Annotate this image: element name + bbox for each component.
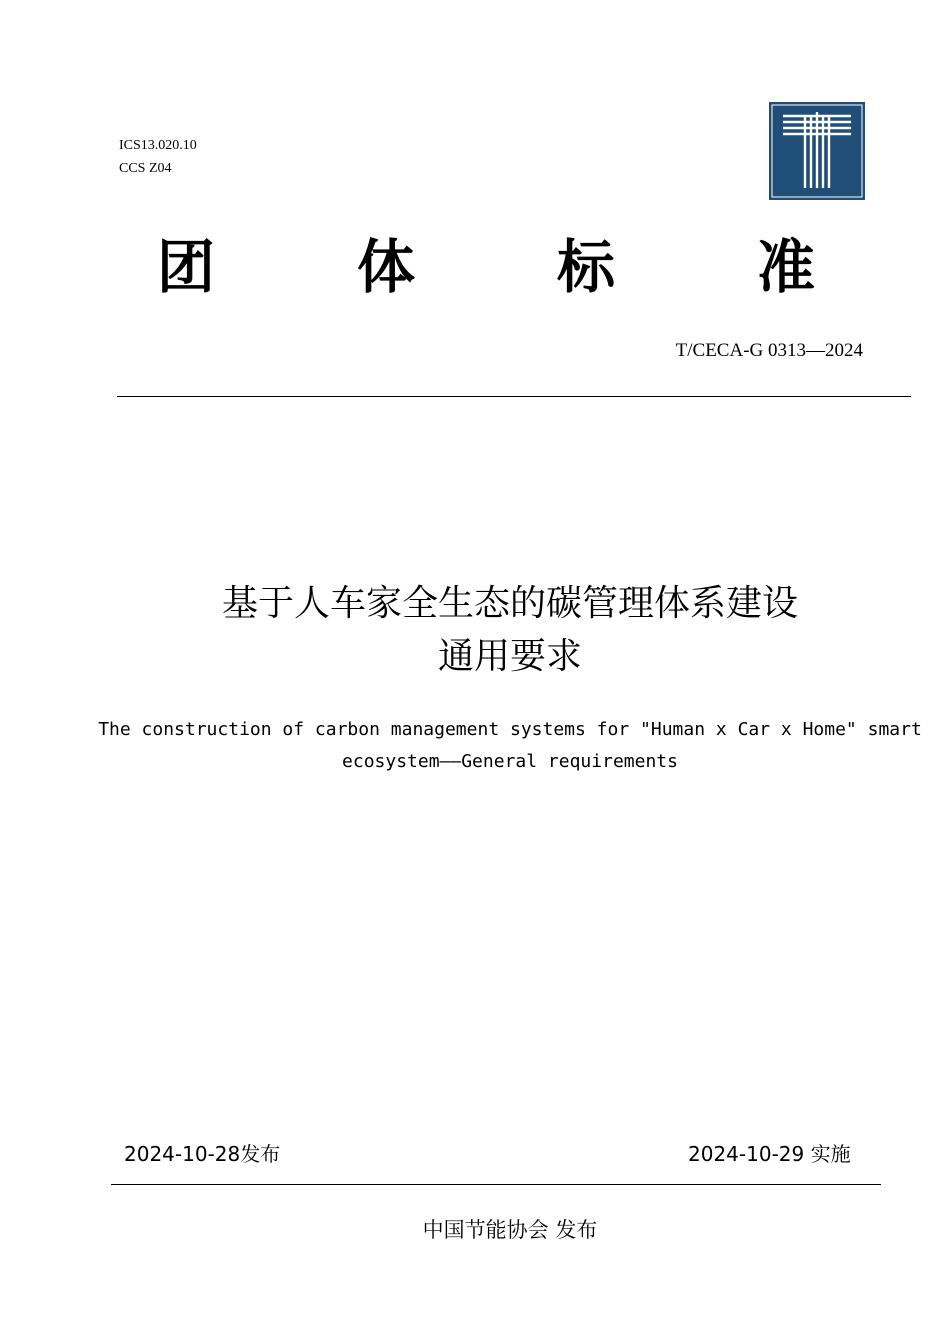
english-title-line-1: The construction of carbon management systems for "Human x Car x Home" smart xyxy=(98,719,922,740)
publisher: 中国节能协会 发布 xyxy=(422,1218,598,1242)
english-title-line-2: ecosystem——General requirements xyxy=(342,751,678,772)
issue-date: 2024-10-28发布 xyxy=(124,1142,281,1166)
ics-code: ICS13.020.10 xyxy=(119,138,197,153)
implementation-date: 2024-10-29 实施 xyxy=(688,1142,851,1166)
ceca-logo-icon xyxy=(769,102,865,200)
footer-divider xyxy=(111,1184,881,1185)
heading-char: 体 xyxy=(357,233,416,301)
heading-char: 准 xyxy=(757,233,816,301)
chinese-title-line-1: 基于人车家全生态的碳管理体系建设 xyxy=(221,583,798,624)
ccs-code: CCS Z04 xyxy=(119,161,172,176)
chinese-title-line-2: 通用要求 xyxy=(437,636,582,677)
heading-char: 团 xyxy=(157,233,216,301)
document-type-heading xyxy=(0,232,950,302)
heading-char: 标 xyxy=(557,233,616,301)
classification-codes xyxy=(119,134,197,180)
header-divider xyxy=(117,396,911,397)
standard-number: T/CECA-G 0313—2024 xyxy=(675,340,863,361)
